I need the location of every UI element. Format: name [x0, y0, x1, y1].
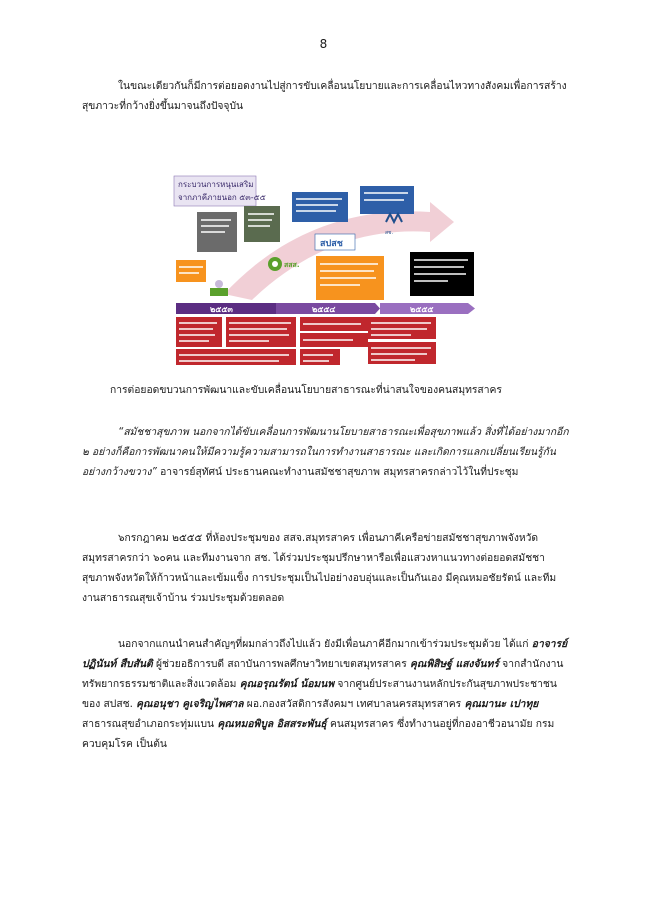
sor-logo-text: สสส. — [284, 261, 300, 269]
participant-name-5: คุณมานะ เปาทุย — [464, 698, 539, 710]
participants-text-2: ผู้ช่วยอธิการบดี สถาบันการพลศึกษาวิทยาเขตสมุทรสาคร — [152, 658, 410, 670]
year-2554: ๒๕๕๔ — [312, 305, 336, 314]
quote-paragraph — [82, 422, 572, 482]
participant-name-1: อาจารย์ปฏินันท์ สืบสันติ — [82, 638, 568, 670]
participant-name-2: คุณพิสิษฐ์ แสงจันทร์ — [410, 658, 499, 670]
participants-text-3: จากสำนักงานทรัพยากรธรรมชาติและสิ่งแวดล้อม — [82, 658, 564, 690]
policy-development-diagram — [172, 172, 478, 368]
diagram-title-line2: จากภาคีภายนอก ๕๓-๕๕ — [178, 193, 266, 202]
year-2555: ๒๕๕๕ — [410, 305, 434, 314]
callout-orange-1 — [176, 260, 206, 282]
sch-logo-text: สช. — [385, 230, 394, 236]
participants-paragraph — [82, 634, 572, 754]
sps-logo-text: สปสช — [320, 239, 343, 249]
participants-text-5: ผอ.กองสวัสดิการสังคมฯ เทศบาลนครสมุทรสาคร — [243, 698, 465, 710]
quote-text: “สมัชชาสุขภาพ นอกจากได้ขับเคลื่อนการพัฒนานโยบายสาธารณะเพื่อสุขภาพแล้ว สิ่งที่ได้อย่างมากอีก ๒ อย่างก็คือการพัฒนาคนให้มีความรู้ความสามารถในการทำงานสาธารณะ และเกิดการแลกเปลี่ยนเรียนรู้กันอย่างกว้างขวาง” — [82, 426, 569, 478]
participants-text-4: จากศูนย์ประสานงานหลักประกันสุขภาพประชาชนของ สปสช. — [82, 678, 557, 710]
diagram-title-line1: กระบวนการหนุนเสริม — [178, 180, 254, 189]
callout-gray-2 — [244, 206, 280, 242]
participants-text-1: นอกจากแกนนำคนสำคัญๆที่ผมกล่าวถึงไปแล้ว ยังมีเพื่อนภาคีอีกมากเข้าร่วมประชุมด้วย ได้แก่ — [118, 638, 532, 650]
sps-logo — [315, 234, 355, 250]
year-2553: ๒๕๕๓ — [210, 305, 233, 314]
participant-name-4: คุณอนุชา คูเจริญไพศาล — [136, 698, 244, 710]
diagram-caption: การต่อยอดขบวนการพัฒนาและขับเคลื่อนนโยบายสาธารณะที่น่าสนใจของคนสมุทรสาคร — [110, 384, 502, 396]
quote-attribution: อาจารย์สุทัศน์ ประธานคณะทำงานสมัชชาสุขภาพ สมุทรสาครกล่าวไว้ในที่ประชุม — [156, 466, 519, 478]
participants-text-6: สาธารณสุขอำเภอกระทุ่มแบน — [82, 718, 218, 730]
intro-paragraph: ในขณะเดียวกันก็มีการต่อยอดงานไปสู่การขับเคลื่อนนโยบายและการเคลื่อนไหวทางสังคมเพื่อการสร้างสุขภาวะที่กว้างยิ่งขึ้นมาจนถึงปัจจุบัน — [82, 80, 567, 112]
meeting-paragraph: ๖กรกฎาคม ๒๕๕๕ ที่ห้องประชุมของ สสจ.สมุทรสาคร เพื่อนภาคีเครือข่ายสมัชชาสุขภาพจังหวัดสมุทรสาครกว่า ๖๐คน และทีมงานจาก สช. ได้ร่วมประชุมปรึกษาหารือเพื่อแสวงหาแนวทางต่อยอดสมัชชาสุขภาพจังหวัดให้ก้าวหน้าและเข้มแข็ง การประชุมเป็นไปอย่างอบอุ่นและเป็นกันเอง มีคุณหมอชัยรัตน์ และทีมงานสาธารณสุขเจ้าบ้าน ร่วมประชุมด้วยตลอด — [82, 532, 557, 604]
callout-blue-1 — [292, 192, 348, 222]
community-icon — [210, 280, 228, 296]
participant-name-3: คุณอรุณรัตน์ น้อมนพ — [239, 678, 335, 690]
participants-text-7: คนสมุทรสาคร ซึ่งทำงานอยู่ที่กองอาชีวอนามัย กรมควบคุมโรค เป็นต้น — [82, 718, 555, 750]
participant-name-6: คุณหมอพิบูล อิสสระพันธุ์ — [217, 718, 327, 730]
page-number: 8 — [319, 37, 328, 51]
